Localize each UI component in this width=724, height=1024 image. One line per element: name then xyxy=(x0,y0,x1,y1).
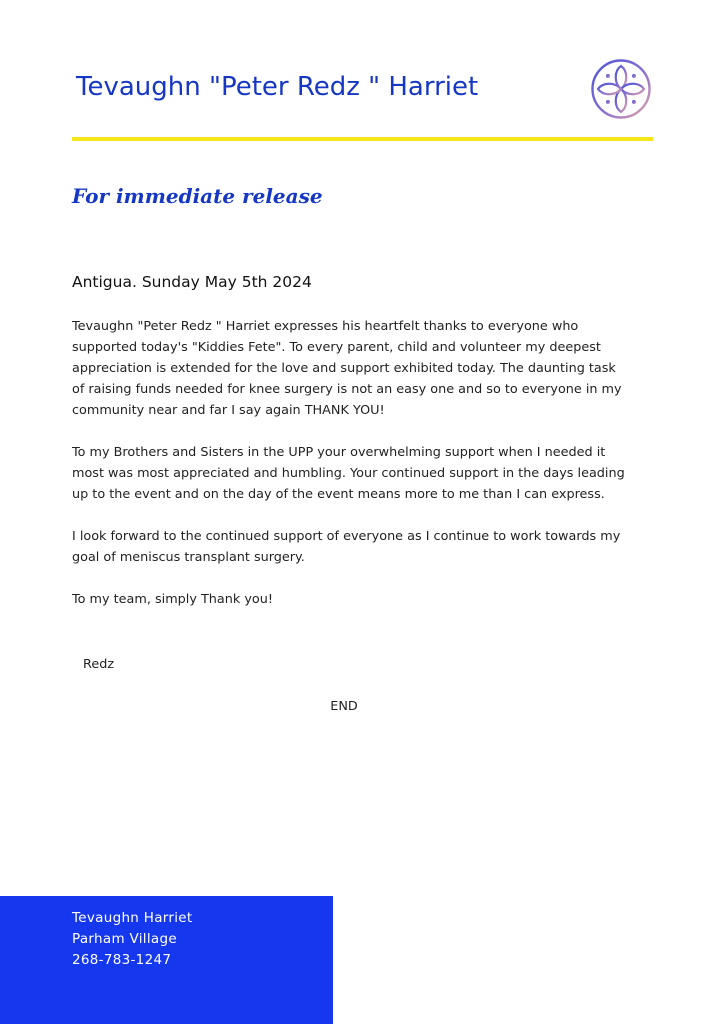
footer-address: Parham Village xyxy=(72,931,177,947)
body-paragraph: I look forward to the continued support of everyone as I continue to work towards my goal of meniscus transplant surgery. xyxy=(72,529,621,565)
four-petal-flower-icon xyxy=(590,58,652,120)
body-paragraph: To my team, simply Thank you! xyxy=(72,592,273,607)
end-mark: END xyxy=(330,699,358,714)
body-paragraph: To my Brothers and Sisters in the UPP your overwhelming support when I needed it most was most appreciated and humbling. Your continued support in the days leading up to the event and on the day of the event means more to me than I can express. xyxy=(72,445,625,502)
body-paragraph: Tevaughn "Peter Redz " Harriet expresses his heartfelt thanks to everyone who supported today's "Kiddies Fete". To every parent, child and volunteer my deepest appreciation is extended for the love and support exhibited today. The daunting task of raising funds needed for knee surgery is not an easy one and so to everyone in my community near and far I say again THANK YOU! xyxy=(72,319,622,418)
signature: Redz xyxy=(83,657,115,672)
header-name: Tevaughn "Peter Redz " Harriet xyxy=(76,72,479,102)
release-heading: For immediate release xyxy=(72,184,323,208)
dateline: Antigua. Sunday May 5th 2024 xyxy=(72,273,312,291)
contact-footer xyxy=(0,896,333,1024)
footer-phone: 268-783-1247 xyxy=(72,952,172,968)
header-divider xyxy=(72,137,653,141)
press-release-body xyxy=(72,316,632,631)
footer-name: Tevaughn Harriet xyxy=(72,910,193,926)
